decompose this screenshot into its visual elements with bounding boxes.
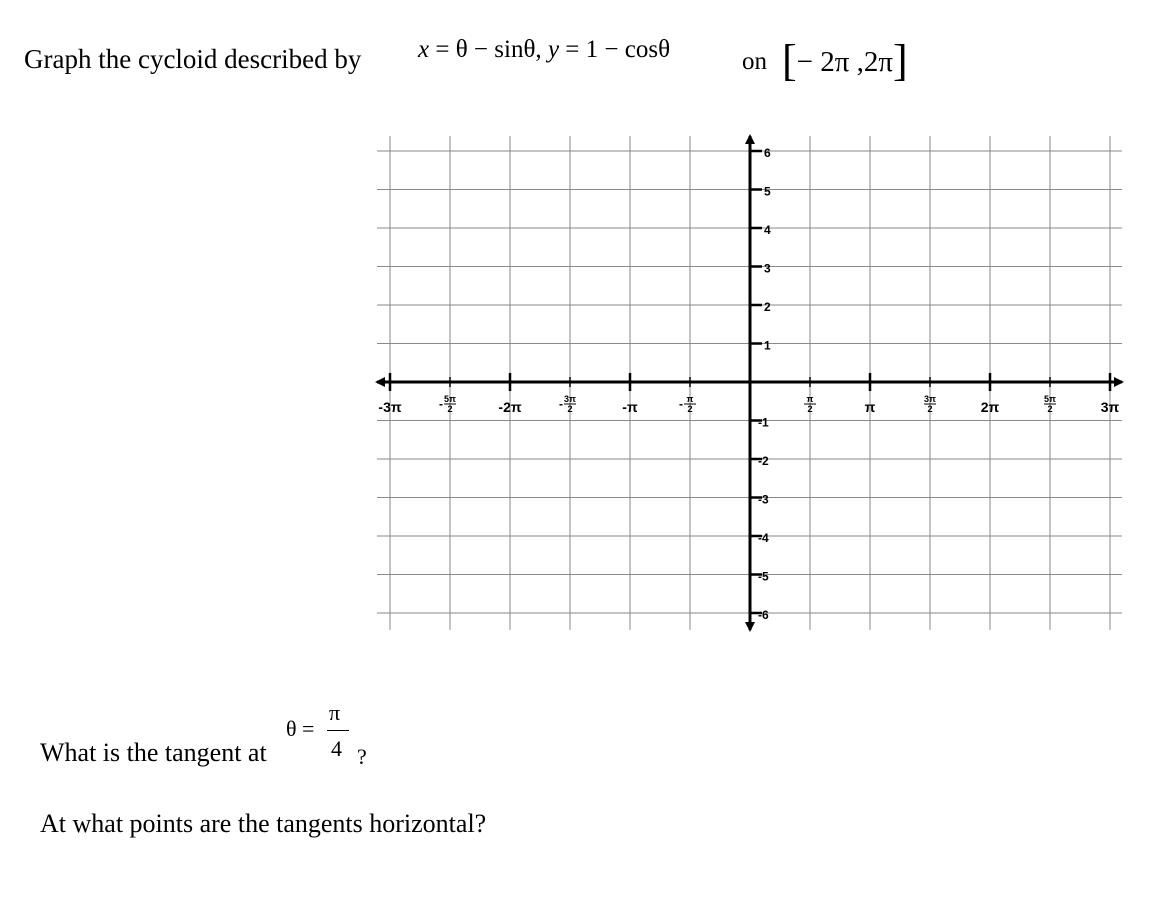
on-word: on — [742, 48, 767, 75]
question-1-denominator: 4 — [331, 736, 342, 761]
x-tick-label: -2π — [498, 399, 522, 415]
eq-y-expression: = 1 − cosθ — [559, 36, 671, 63]
x-tick-label-numerator: π — [806, 394, 814, 404]
x-tick-label-numerator: 5π — [1044, 394, 1056, 404]
x-tick-label-denominator: 2 — [567, 404, 573, 414]
y-tick-label: -1 — [758, 415, 769, 430]
y-tick-label: 2 — [764, 300, 771, 314]
y-tick-label: 5 — [764, 184, 771, 199]
eq-x-expression: = θ − sinθ, — [429, 36, 548, 63]
x-tick-label-denominator: 2 — [927, 404, 933, 414]
question-2-text: At what points are the tangents horizontal? — [40, 809, 487, 838]
question-1-theta: θ = — [286, 716, 315, 741]
y-tick-label: 3 — [764, 261, 771, 276]
x-tick-label-minus: - — [439, 397, 443, 411]
x-tick-label: 2π — [980, 399, 1000, 415]
y-tick-label: 4 — [764, 223, 771, 237]
x-axis-right-arrow — [1114, 377, 1124, 387]
x-tick-label-numerator: 3π — [564, 394, 576, 404]
eq-y-variable: y — [547, 36, 560, 63]
interval-open-bracket: [ — [782, 36, 797, 85]
y-tick-label: -6 — [758, 608, 769, 622]
y-tick-label: -4 — [758, 531, 769, 545]
y-tick-label: 1 — [764, 338, 771, 353]
question-1-text: What is the tangent at — [40, 738, 267, 767]
eq-x-variable: x — [418, 36, 430, 63]
y-tick-label: -5 — [758, 569, 769, 584]
question-1-fraction-bar — [327, 730, 349, 731]
interval-close-bracket: ] — [893, 36, 908, 85]
x-tick-label: π — [864, 399, 876, 415]
x-tick-label-numerator: π — [686, 394, 694, 404]
x-tick-label: 3π — [1100, 399, 1120, 415]
x-tick-label-denominator: 2 — [807, 404, 813, 414]
question-1-numerator: π — [329, 700, 341, 725]
interval-bounds: − 2π ,2π — [796, 46, 894, 78]
x-tick-label: -π — [622, 399, 638, 415]
x-tick-label-denominator: 2 — [687, 404, 693, 414]
x-tick-label-denominator: 2 — [447, 404, 453, 414]
x-tick-label: -3π — [378, 399, 402, 415]
x-tick-label-minus: - — [559, 397, 563, 411]
axes — [375, 134, 1124, 632]
x-tick-label-denominator: 2 — [1047, 404, 1053, 414]
x-tick-label-numerator: 5π — [444, 394, 456, 404]
y-axis-top-arrow — [745, 134, 755, 144]
x-axis-left-arrow — [375, 377, 385, 387]
problem-prompt: Graph the cycloid described by — [24, 44, 362, 74]
y-tick-label: -2 — [758, 454, 769, 468]
y-axis-bottom-arrow — [745, 622, 755, 632]
question-1-question-mark: ? — [357, 744, 367, 769]
x-tick-label-minus: - — [679, 397, 683, 411]
x-tick-label-numerator: 3π — [924, 394, 936, 404]
y-tick-label: 6 — [764, 146, 771, 160]
y-tick-label: -3 — [758, 492, 769, 507]
